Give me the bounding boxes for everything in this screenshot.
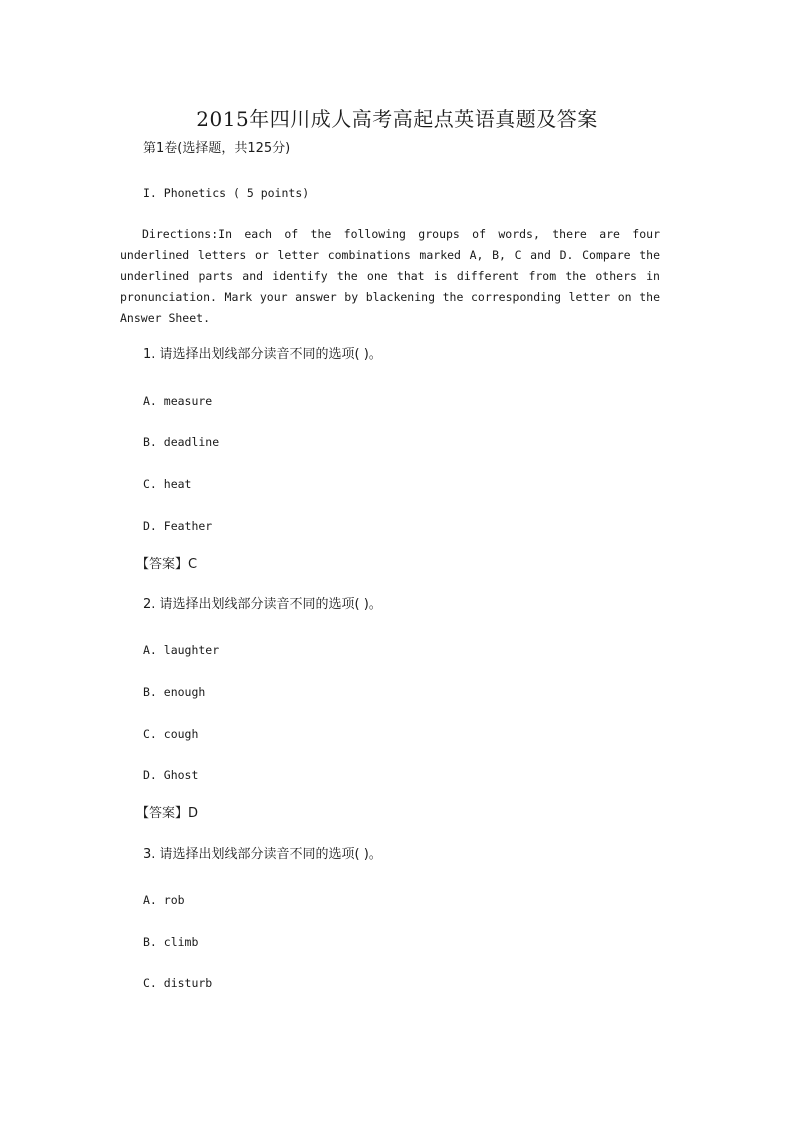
option-b: B. deadline	[143, 435, 220, 449]
option-c: C. cough	[143, 727, 199, 741]
question-stem: 2. 请选择出划线部分读音不同的选项( )。	[143, 597, 382, 612]
option-c: C. heat	[143, 477, 192, 491]
option-b: B. enough	[143, 685, 206, 699]
option-a: A. measure	[143, 394, 213, 408]
question-stem: 1. 请选择出划线部分读音不同的选项( )。	[143, 347, 382, 362]
option-a: A. rob	[143, 893, 185, 907]
option-d: D. Feather	[143, 519, 213, 533]
volume-heading: 第1卷(选择题，共125分)	[143, 141, 291, 156]
question-stem: 3. 请选择出划线部分读音不同的选项( )。	[143, 847, 382, 862]
directions-paragraph: Directions:In each of the following groups of words, there are four underlined letters or letter combinations marked A, B, C and D. Compare the underlined parts and identify the one that is different from the others in pronunciation. Mark your answer by blackening the corresponding letter on the Answer Sheet.	[120, 227, 660, 325]
option-b: B. climb	[143, 935, 199, 949]
answer-label: 【答案】D	[136, 806, 199, 821]
option-a: A. laughter	[143, 643, 220, 657]
section-heading: I. Phonetics ( 5 points)	[143, 186, 310, 200]
page-title: 2015年四川成人高考高起点英语真题及答案	[196, 107, 598, 131]
option-c: C. disturb	[143, 976, 213, 990]
option-d: D. Ghost	[143, 768, 199, 782]
answer-label: 【答案】C	[136, 557, 198, 572]
